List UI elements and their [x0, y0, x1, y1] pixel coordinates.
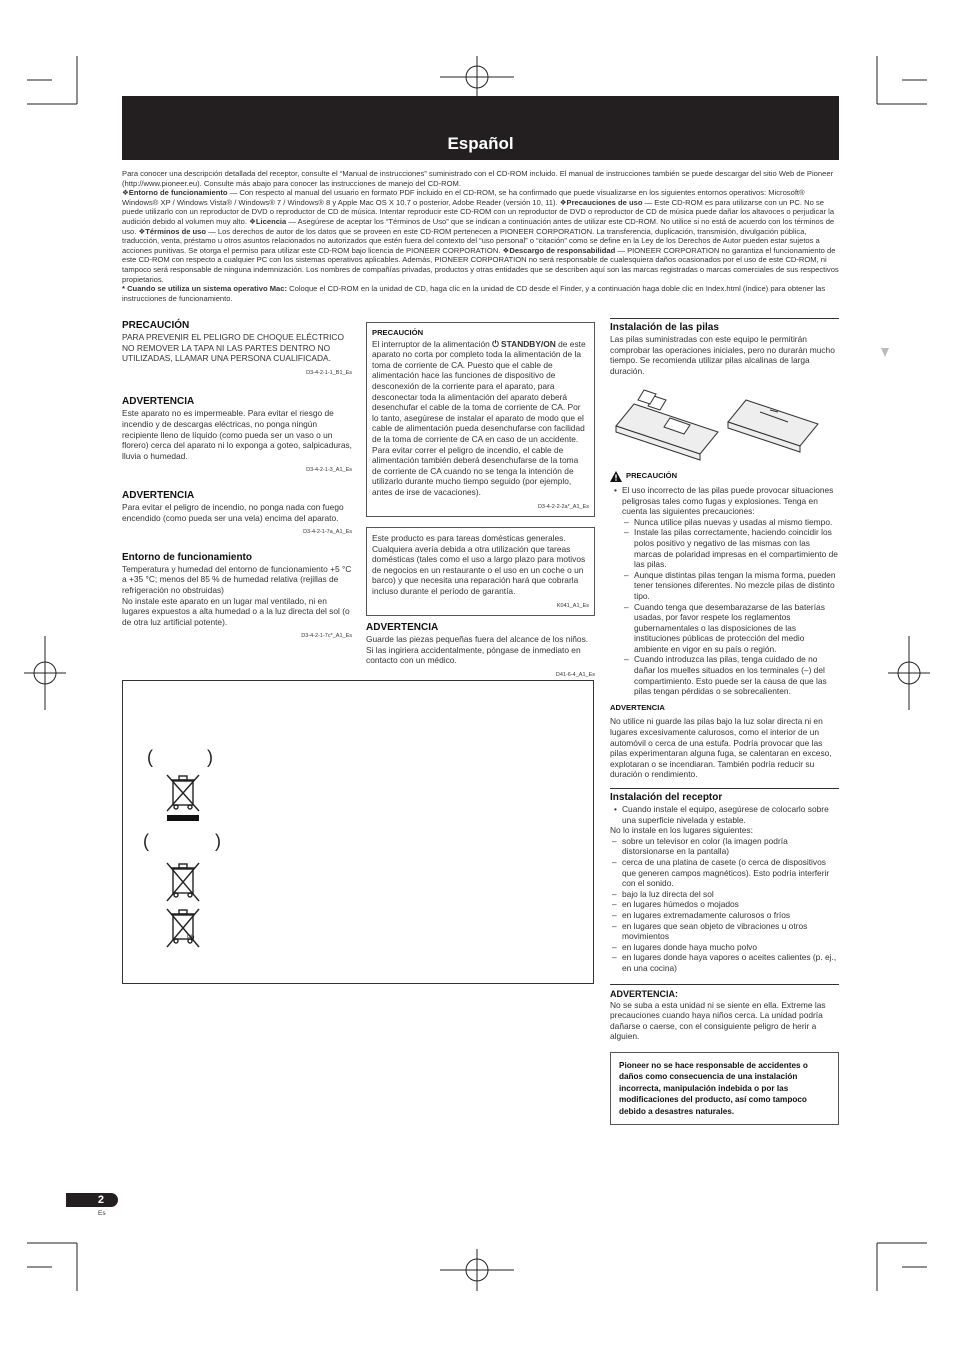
pilas-heading: Instalación de las pilas — [610, 322, 719, 333]
list-item: – bajo la luz directa del sol — [622, 889, 839, 900]
list-item: – Aunque distintas pilas tengan la misma forma, pueden tener tensiones diferentes. No mezcle pilas de distinto tipo. — [634, 570, 839, 602]
section-rule — [610, 788, 839, 789]
box-heading: PRECAUCIÓN — [372, 328, 424, 337]
crossed-bin-pb-icon — [163, 907, 203, 951]
precaucion-box — [366, 322, 595, 517]
precaucion-heading-row — [610, 471, 839, 482]
receptor-intro: No lo instale en los lugares siguientes: — [610, 825, 753, 836]
column-3 — [610, 318, 839, 1125]
pilas-text: Las pilas suministradas con este equipo le permitirán comprobar las operaciones iniciales, pero no durarán mucho tiempo. Se recomienda utilizar pilas alcalinas de larga duración. — [610, 334, 835, 376]
list-item: – en lugares húmedos o mojados — [622, 899, 839, 910]
list-item: – en lugares donde haya mucho polvo — [622, 942, 839, 953]
page-header — [122, 96, 839, 160]
ref-code: D3-4-2-1-3_A1_Es — [306, 467, 352, 474]
precaucion-list — [610, 485, 839, 697]
list-item: – sobre un televisor en color (la imagen podría distorsionarse en la pantalla) — [622, 836, 839, 857]
intro-block — [122, 169, 839, 303]
intro-paragraph: Para conocer una descripción detallada del receptor, consulte el “Manual de instrucciones” suministrado con el CD-ROM incluido. El manual de instrucciones también se puede descargar del sitio Web de Pioneer (http://www.pioneer.eu). Consulte más abajo para conocer las instrucciones de manejo del CD-ROM. — [122, 169, 834, 188]
list-item: – en lugares que sean objeto de vibraciones u otros movimientos — [622, 921, 839, 942]
bin-bar — [167, 815, 199, 821]
advertencia-heading: ADVERTENCIA — [610, 702, 665, 712]
section-rule — [610, 318, 839, 319]
advertencia-text: No se suba a esta unidad ni se siente en ella. Extreme las precauciones cuando haya niños cerca. La unidad podría dañarse o caerse, con el consiguiente peligro de herir a alguien. — [610, 999, 826, 1042]
language-code: Es — [98, 1210, 106, 1217]
list-item: – Cuando tenga que desembarazarse de las baterías usadas, por favor respete los reglamentos gubernamentales o las disposiciones de las instituciones públicas de protección del medio ambiente en vigor en su país o región. — [634, 602, 839, 655]
advertencia-text: No utilice ni guarde las pilas bajo la luz solar directa ni en lugares excesivamente calurosos, como el interior de un automóvil o cerca de una estufa. Podría provocar que las pilas experimentaran alguna fuga, se calentaran en exceso, explotaran o se incendiaran. También podría reducir su duración o rendimiento. — [610, 716, 832, 780]
list-item: – Instale las pilas correctamente, haciendo coincidir los polos positivo y negativo de las mismas con las marcas de polaridad impresas en el compartimiento de las pilas. — [634, 527, 839, 569]
receptor-bullet-list — [610, 804, 839, 825]
advertencia-heading: ADVERTENCIA — [122, 489, 195, 501]
list-item: – en lugares extremadamente calurosos o fríos — [622, 910, 839, 921]
domestic-use-box — [366, 527, 595, 616]
remote-battery-illustration — [610, 382, 839, 462]
entorno-heading: Entorno de funcionamiento — [122, 551, 252, 563]
page-number-tab — [66, 1193, 118, 1207]
advertencia-heading: ADVERTENCIA — [366, 622, 439, 634]
advertencia-text: Este aparato no es impermeable. Para evitar el riesgo de incendio y de descargas eléctricas, no ponga ningún recipiente lleno de líquido (como pueda ser un vaso o un florero) cerca del aparato ni lo exponga a goteo, salpicaduras, lluvia o humedad. — [122, 408, 352, 461]
receptor-list — [610, 836, 839, 974]
advertencia-text: Guarde las piezas pequeñas fuera del alcance de los niños. Si las ingiriera accidentalmente, póngase de inmediato en contacto con un médico. — [366, 634, 589, 666]
ref-code: K041_A1_Es — [556, 602, 589, 609]
list-item: – cerca de una platina de casete (o cerca de dispositivos que generen campos magnéticos). Esto podría interferir con el sonido. — [622, 857, 839, 889]
crossed-bin-icon — [163, 773, 203, 821]
weee-box — [122, 680, 594, 984]
disclaimer-box: Pioneer no se hace responsable de accidentes o daños como consecuencia de una instalación incorrecta, manipulación indebida o por las modificaciones del producto, así como tampoco debido a desastres naturales. — [610, 1052, 839, 1125]
precaucion-heading: PRECAUCIÓN — [626, 471, 678, 481]
advertencia-text: Para evitar el peligro de incendio, no ponga nada con fuego encendido (como pueda ser una vela) encima del aparato. — [122, 501, 344, 523]
advertencia-heading: ADVERTENCIA — [122, 396, 195, 408]
intro-cdrom-paragraph: ❖Entorno de funcionamiento — Con respecto al manual del usuario en formato PDF incluido en el CD-ROM, se ha confirmado que puede visualizarse en los siguientes entornos operativos: Microsoft® Windows® XP / Windows Vista® / Windows® 7 / Windows® 8 y Apple Mac OS X 10.7 o posterior, Adobe Reader (versión 10, 11). ❖Precauciones de uso — Este CD-ROM es para utilizarse con un PC. No se puede utilizarlo con un reproductor de DVD o reproductor de CD de música. Intentar reproducir este CD-ROM con un reproductor de DVD o reproductor de CD de música puede dañar los altavoces o perjudicar la audición debido al volumen muy alto. ❖Licencia — Asegúrese de aceptar los “Términos de Uso” que se indican a continuación antes de utilizar este CD-ROM. No utilice si no está de acuerdo con los términos de uso. ❖Términos de uso — Los derechos de autor de los datos que se proveen en este CD-ROM pertenecen a PIONEER CORPORATION. La transferencia, duplicación, transmisión, divulgación pública, traducción, venta, préstamo u otros asuntos relacionados no autorizados que estén fuera del contexto del “uso personal” o “citación” como se define en la Ley de los Derechos de Autor pueden estar sujetos a acciones punitivas. Se otorga el permiso para utilizar este CD-ROM bajo licencia de PIONEER CORPORATION. ❖Descargo de responsabilidad — PIONEER CORPORATION no garantiza el funcionamiento de este CD-ROM con respecto a cualquier PC con los sistemas operativos aplicables. Además, PIONEER CORPORATION no será responsable de cualesquiera daños ocasionados por el uso de este CD-ROM, ni tampoco será responsable de ninguna indemnización. Los nombres de compañías privadas, productos y otras entidades que se describen aquí son las marcas registradas o marcas comerciales de sus respectivos propietarios. — [122, 188, 839, 284]
list-item: – Nunca utilice pilas nuevas y usadas al mismo tiempo. — [634, 517, 839, 528]
column-1 — [122, 320, 352, 642]
list-item: • El uso incorrecto de las pilas puede provocar situaciones peligrosas tales como fugas y explosiones. Tenga en cuenta las siguientes precauciones: – Nunca utilice pilas nuevas y usadas al mismo tiempo. – Instale las pilas correctamente, haciendo coincidir los polos positivo y negativo de las mismas con las marcas de polaridad impresas en el compartimiento de las pilas. – Aunque distintas pilas tengan la misma forma, pueden tener tensiones diferentes. No mezcle pilas de distinto tipo. – Cuando tenga que desembarazarse de las baterías usadas, por favor respete los reglamentos gubernamentales o las disposiciones de las instituciones públicas de protección del medio ambiente en vigor en su país o región. – Cuando introduzca las pilas, tenga cuidado de no dañar los muelles situados en los terminales (–) del compartimiento. Esto puede ser la causa de que las pilas tengan pérdidas o se sobrecalienten. — [622, 485, 839, 697]
precaucion-heading: PRECAUCIÓN — [122, 320, 190, 331]
ref-code: D41-6-4_A1_Es — [555, 672, 595, 679]
page-number: 2 — [97, 1194, 104, 1206]
entorno-text: Temperatura y humedad del entorno de funcionamiento +5 °C a +35 °C; menos del 85 % de humedad relativa (rejillas de refrigeración no obstruidas) — [122, 563, 352, 595]
bracket: ( — [147, 747, 153, 767]
receptor-heading: Instalación del receptor — [610, 792, 723, 803]
advertencia-heading: ADVERTENCIA: — [610, 988, 679, 999]
list-item: – en lugares donde haya vapores o aceites calientes (p. ej., en una cocina) — [622, 952, 839, 973]
precaucion-sublist — [622, 517, 839, 697]
ref-code: D3-4-2-2-2a*_A1_Es — [537, 503, 589, 510]
intro-mac-paragraph: * Cuando se utiliza un sistema operativo Mac: Coloque el CD-ROM en la unidad de CD, haga clic en la unidad de CD desde el Finder, y a continuación haga doble clic en Index.html (índice) para obtener las instrucciones de funcionamiento. — [122, 284, 826, 303]
crossed-bin-icon — [163, 861, 203, 905]
standby-label: ⏻ STANDBY/ON — [492, 338, 556, 349]
list-item: • Cuando instale el equipo, asegúrese de colocarlo sobre una superficie nivelada y estable. — [622, 804, 839, 825]
box-text: Este producto es para tareas domésticas generales. Cualquiera avería debida a otra utilización que tareas domésticas (tales como el uso a largo plazo para motivos de negocios en un restaurante o el uso en un coche o un barco) y que necesita una reparación hará que cobrarla incluso durante el período de garantía. — [372, 533, 586, 597]
bracket: ( — [143, 831, 149, 851]
page-title: Español — [447, 134, 514, 153]
box-text: El interruptor de la alimentación ⏻ STANDBY/ON de este aparato no corta por completo toda la alimentación de la toma de corriente de CA. Puesto que el cable de alimentación hace las funciones de dispositivo de desconexión de la corriente para el aparato, para desconectar toda la alimentación del aparato deberá desenchufar el cable de la toma de corriente de CA. Por lo tanto, asegúrese de instalar el aparato de modo que el cable de alimentación pueda desenchufarse con facilidad de la toma de corriente de CA en caso de un accidente. Para evitar correr el peligro de incendio, el cable de alimentación también deberá desenchufarse de la toma de corriente de CA cuando no se tenga la intención de utilizarlo durante mucho tiempo seguido (por ejemplo, antes de irse de vacaciones). — [372, 338, 586, 497]
pb-label: Pb — [187, 935, 195, 941]
bracket: ) — [215, 831, 221, 851]
ref-code: D3-4-2-1-7a_A1_Es — [303, 529, 352, 536]
warning-icon — [610, 471, 622, 482]
bracket: ) — [207, 747, 213, 767]
column-2 — [366, 322, 595, 681]
entorno-text: No instale este aparato en un lugar mal ventilado, ni en lugares expuestos a alta humedad o a la luz directa del sol (o de otra luz artificial potente). — [122, 595, 350, 627]
precaucion-text: PARA PREVENIR EL PELIGRO DE CHOQUE ELÉCTRICO NO REMOVER LA TAPA NI LAS PARTES DENTRO NO UTILIZADAS, LLAMAR UNA PERSONA CUALIFICADA. — [122, 332, 344, 364]
section-rule — [610, 984, 839, 985]
ref-code: D3-4-2-1-1_B1_Es — [306, 369, 352, 376]
ref-code: D3-4-2-1-7c*_A1_Es — [301, 633, 352, 640]
list-item: – Cuando introduzca las pilas, tenga cuidado de no dañar los muelles situados en los terminales (–) del compartimiento. Esto puede ser la causa de que las pilas tengan pérdidas o se sobrecalienten. — [634, 654, 839, 696]
